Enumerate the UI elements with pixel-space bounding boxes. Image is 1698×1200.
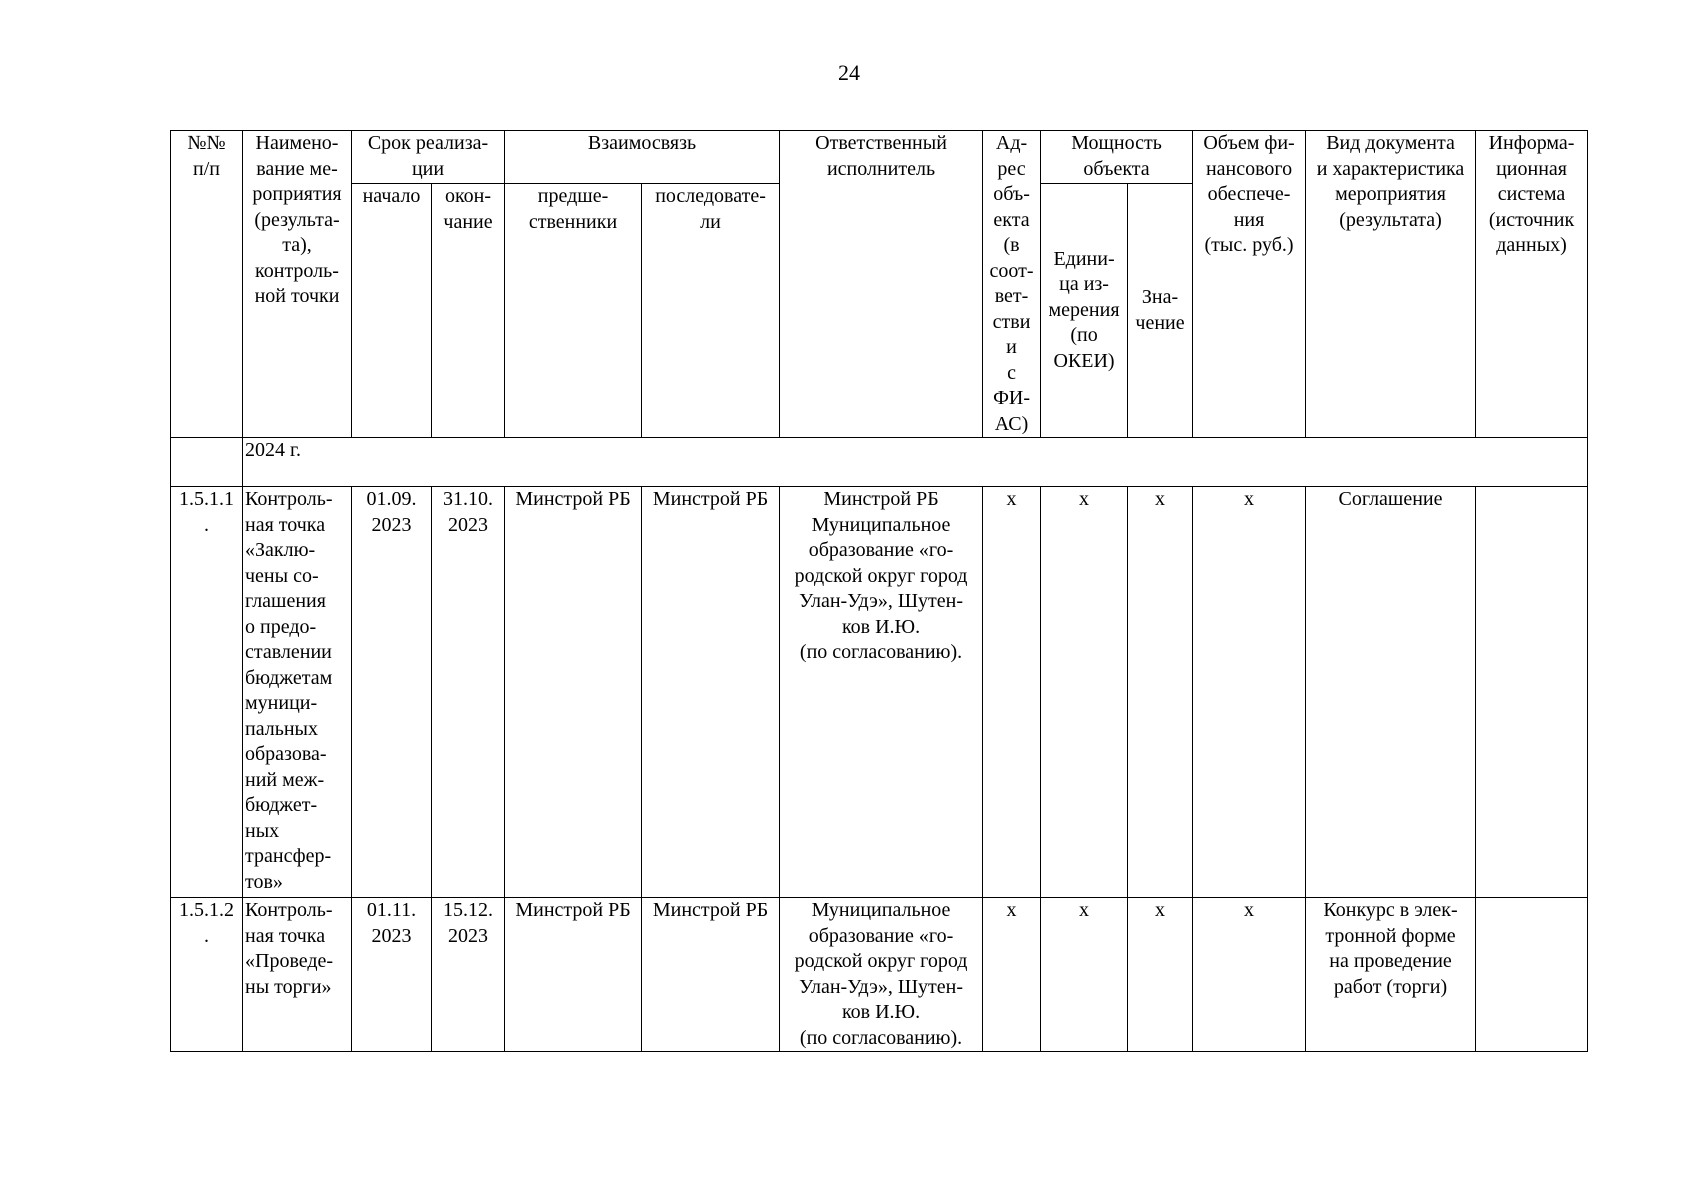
row-address: х xyxy=(983,487,1041,898)
row-pred: Минстрой РБ xyxy=(505,487,642,898)
row-doc: Конкурс в элек- тронной форме на проведение работ (торги) xyxy=(1306,898,1476,1052)
header-capacity: Мощность объекта xyxy=(1041,131,1193,184)
row-doc: Соглашение xyxy=(1306,487,1476,898)
header-term-start: начало xyxy=(352,184,432,438)
row-num: 1.5.1.2 . xyxy=(171,898,243,1052)
table-row xyxy=(171,898,1588,1052)
row-finance: х xyxy=(1193,487,1306,898)
header-link: Взаимосвязь xyxy=(505,131,780,184)
year-label: 2024 г. xyxy=(243,438,1588,487)
header-term-end: окон- чание xyxy=(432,184,505,438)
row-start: 01.09. 2023 xyxy=(352,487,432,898)
plan-table xyxy=(170,130,1588,1052)
row-succ: Минстрой РБ xyxy=(642,898,780,1052)
row-succ: Минстрой РБ xyxy=(642,487,780,898)
row-name: Контроль- ная точка «Заклю- чены со- глашения о предо- ставлении бюджетам муници- пальных образова- ний меж- бюджет- ных трансфер- тов» xyxy=(243,487,352,898)
header-term: Срок реализа- ции xyxy=(352,131,505,184)
row-end: 31.10. 2023 xyxy=(432,487,505,898)
header-finance: Объем фи- нансового обеспече- ния (тыс. руб.) xyxy=(1193,131,1306,438)
header-name: Наимено- вание ме- роприятия (результа- та), контроль- ной точки xyxy=(243,131,352,438)
header-address: Ад- рес объ- екта (в соот- вет- стви и с ФИ- АС) xyxy=(983,131,1041,438)
row-responsible: Минстрой РБ Муниципальное образование «го- родской округ город Улан-Удэ», Шутен- ков И.Ю. (по согласованию). xyxy=(780,487,983,898)
row-num: 1.5.1.1 . xyxy=(171,487,243,898)
header-info-system: Информа- ционная система (источник данных) xyxy=(1476,131,1588,438)
row-start: 01.11. 2023 xyxy=(352,898,432,1052)
row-finance: х xyxy=(1193,898,1306,1052)
row-value: х xyxy=(1128,487,1193,898)
header-responsible: Ответственный исполнитель xyxy=(780,131,983,438)
row-pred: Минстрой РБ xyxy=(505,898,642,1052)
year-row xyxy=(171,438,1588,487)
header-link-pred: предше- ственники xyxy=(505,184,642,438)
header-num: №№ п/п xyxy=(171,131,243,438)
header-link-succ: последовате- ли xyxy=(642,184,780,438)
header-row-1 xyxy=(171,131,1588,184)
row-info xyxy=(1476,898,1588,1052)
row-unit: х xyxy=(1041,898,1128,1052)
row-info xyxy=(1476,487,1588,898)
table-row xyxy=(171,487,1588,898)
row-end: 15.12. 2023 xyxy=(432,898,505,1052)
header-doc-type: Вид документа и характеристика мероприятия (результата) xyxy=(1306,131,1476,438)
row-address: х xyxy=(983,898,1041,1052)
header-capacity-value: Зна- чение xyxy=(1128,184,1193,438)
page-number: 24 xyxy=(838,60,860,85)
row-unit: х xyxy=(1041,487,1128,898)
year-row-blank xyxy=(171,438,243,487)
row-name: Контроль- ная точка «Проведе- ны торги» xyxy=(243,898,352,1052)
row-responsible: Муниципальное образование «го- родской округ город Улан-Удэ», Шутен- ков И.Ю. (по согласованию). xyxy=(780,898,983,1052)
row-value: х xyxy=(1128,898,1193,1052)
header-capacity-unit: Едини- ца из- мерения (по ОКЕИ) xyxy=(1041,184,1128,438)
